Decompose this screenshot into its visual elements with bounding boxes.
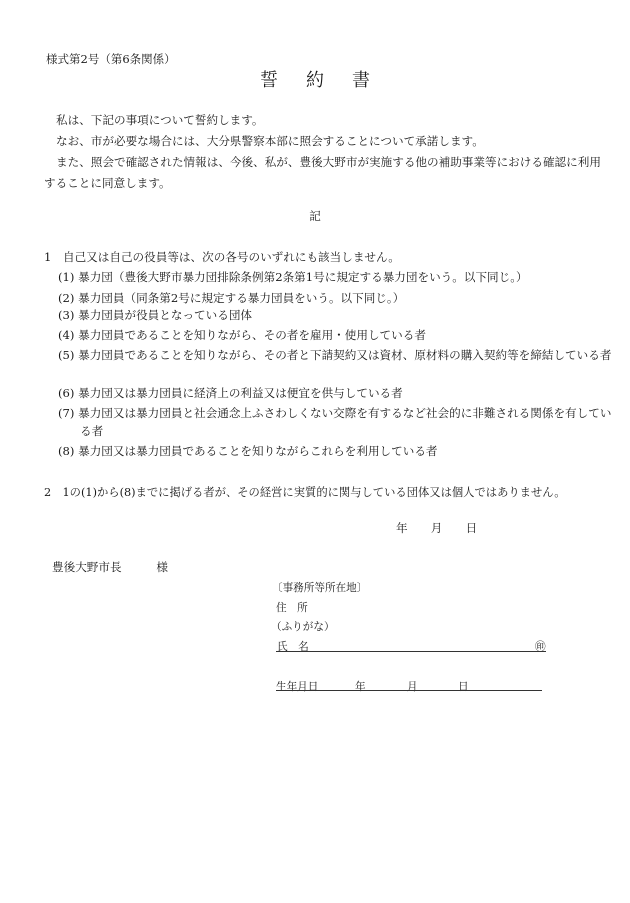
list-item: (7) 暴力団又は暴力団員と社会通念上ふさわしくない交際を有するなど社会的に非難される関係を有している者 [58, 406, 612, 438]
ki-heading: 記 [309, 209, 321, 223]
birth-date-label: 生年月日 [276, 681, 319, 693]
document-title: 誓約書 [260, 70, 398, 91]
list-item: (6) 暴力団又は暴力団員に経済上の利益又は便宜を供与している者 [58, 386, 403, 400]
addressee: 豊後大野市長 様 [52, 560, 168, 574]
office-address-label: 〔事務所等所在地〕 [272, 582, 368, 594]
address-label: 住 所 [276, 602, 308, 614]
date-line: 年 月 日 [396, 521, 478, 535]
list-item: (2) 暴力団員（同条第2号に規定する暴力団員をいう。以下同じ。） [58, 291, 405, 305]
birth-date-underline [276, 690, 542, 691]
list-item: (3) 暴力団員が役員となっている団体 [58, 308, 253, 322]
intro-paragraphs [44, 110, 604, 194]
list-item: (4) 暴力団員であることを知りながら、その者を雇用・使用している者 [58, 328, 426, 342]
name-underline [276, 651, 546, 652]
form-number: 様式第2号（第6条関係） [46, 52, 176, 66]
birth-year-label: 年 [355, 681, 366, 693]
name-label: 氏 名 [277, 641, 309, 653]
list-item: (1) 暴力団（豊後大野市暴力団排除条例第2条第1号に規定する暴力団をいう。以下同じ。） [58, 270, 528, 284]
section-2-text: 2 1の(1)から(8)までに掲げる者が、その経営に実質的に関与している団体又は個人ではありません。 [44, 486, 566, 499]
birth-day-label: 日 [458, 681, 469, 693]
intro-paragraph-1: 私は、下記の事項について誓約します。 [56, 113, 264, 127]
intro-paragraph-3: また、照会で確認された情報は、今後、私が、豊後大野市が実施する他の補助事業等における確認に利用することに同意します。 [44, 155, 601, 190]
list-item: (5) 暴力団員であることを知りながら、その者と下請契約又は資材、原材料の購入契約等を締結している者 [58, 348, 612, 362]
list-item: (8) 暴力団又は暴力団員であることを知りながらこれらを利用している者 [58, 444, 438, 458]
birth-month-label: 月 [407, 681, 418, 693]
section-1-heading: 1 自己又は自己の役員等は、次の各号のいずれにも該当しません。 [44, 250, 400, 264]
seal-mark: ㊞ [535, 641, 546, 653]
furigana-label: （ふりがな） [271, 621, 335, 633]
intro-paragraph-2: なお、市が必要な場合には、大分県警察本部に照会することについて承諾します。 [56, 134, 484, 148]
